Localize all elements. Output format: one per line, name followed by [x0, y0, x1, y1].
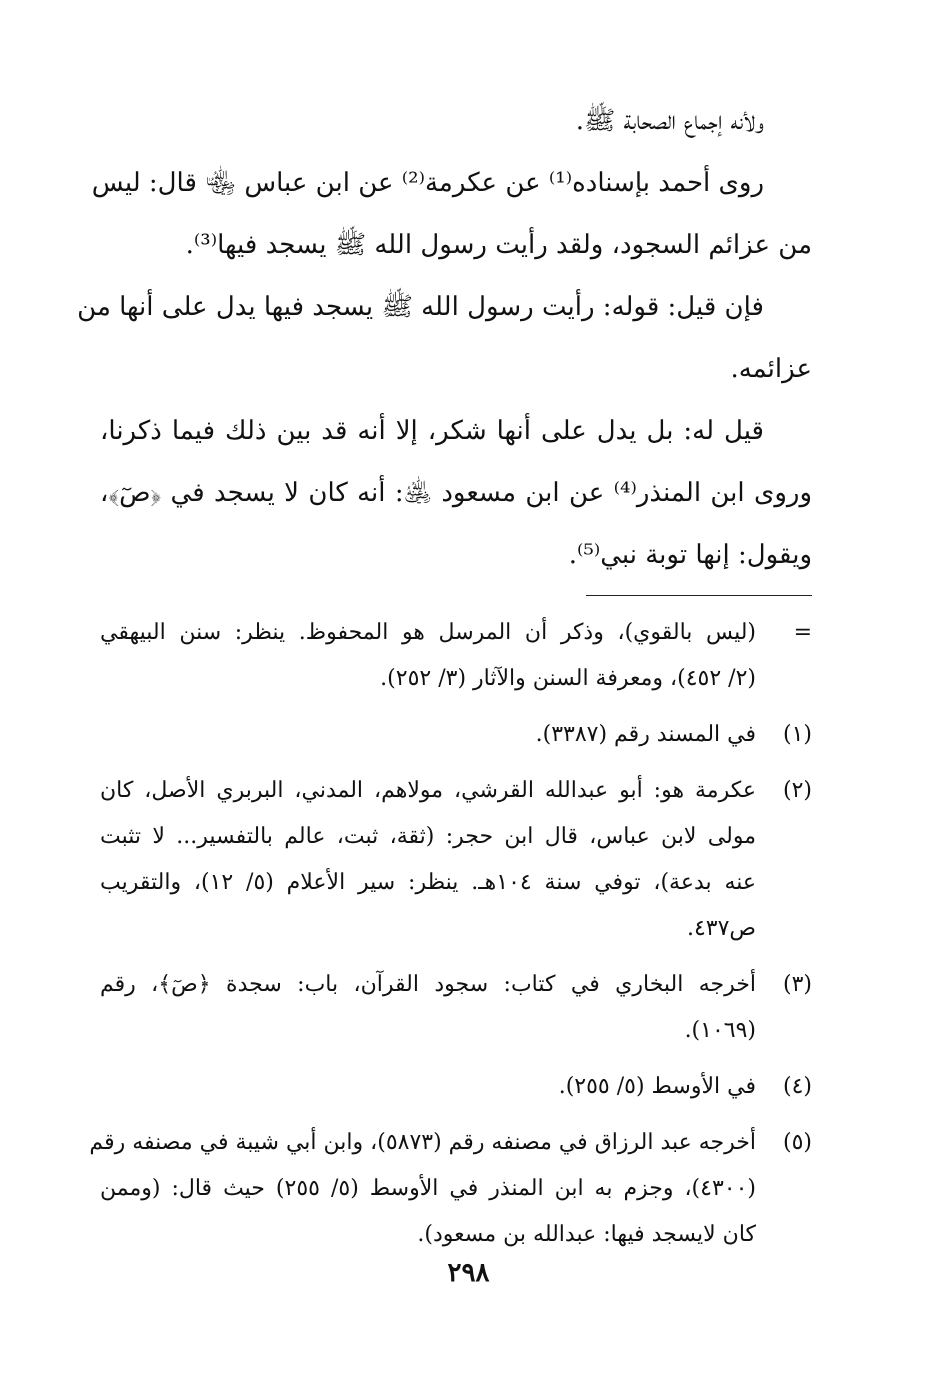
- text-line: روى أحمد بإسناده⁽¹⁾ عن عكرمة⁽²⁾ عن ابن عباس ﵄ قال: ليس: [91, 168, 764, 198]
- footnote-line: (٤٣٠٠)، وجزم به ابن المنذر في الأوسط (٥/ ٢٥٥) حيث قال: (وممن: [100, 1176, 757, 1201]
- text-line: قيل له: بل يدل على أنها شكر، إلا أنه قد بين ذلك فيما ذكرنا،: [100, 416, 764, 446]
- page-content: [77, 90, 812, 1247]
- footnote-5: [89, 1120, 812, 1258]
- footnote-marker: =: [793, 620, 812, 645]
- text-line: ويقول: إنها توبة نبي⁽⁵⁾.: [568, 540, 812, 570]
- text-line: من عزائم السجود، ولقد رأيت رسول الله ﷺ يسجد فيها⁽³⁾.: [185, 230, 812, 260]
- footnote-line: عكرمة هو: أبو عبدالله القرشي، مولاهم، المدني، البربري الأصل، كان: [100, 778, 756, 803]
- footnote-line: (٢/ ٤٥٢)، ومعرفة السنن والآثار (٣/ ٢٥٢).: [380, 666, 756, 691]
- footnote-line: في الأوسط (٥/ ٢٥٥).: [558, 1074, 756, 1099]
- footnote-line: في المسند رقم (٣٣٨٧).: [535, 722, 756, 747]
- paragraph-3: [77, 276, 812, 400]
- footnote-line: عنه بدعة)، توفي سنة ١٠٤هـ. ينظر: سير الأعلام (٥/ ١٢)، والتقريب: [100, 870, 757, 895]
- paragraph-4: [100, 400, 812, 586]
- footnote-number: (٤): [782, 1074, 812, 1099]
- paragraph-2: [91, 152, 812, 276]
- footnote-line: مولى لابن عباس، قال ابن حجر: (ثقة، ثبت، عالم بالتفسير... لا تثبت: [100, 824, 756, 849]
- footnote-1: [100, 712, 812, 758]
- text-line: ولأنه إجماع الصحابة ﷺ.: [575, 106, 764, 136]
- footnote-number: (٥): [782, 1130, 812, 1155]
- footnote-line: (١٠٦٩).: [684, 1018, 756, 1043]
- footnote-number: (٢): [782, 778, 812, 803]
- footnote-line: أخرجه عبد الرزاق في مصنفه رقم (٥٨٧٣)، وابن أبي شيبة في مصنفه رقم: [89, 1130, 756, 1155]
- footnote-line: (ليس بالقوي)، وذكر أن المرسل هو المحفوظ. ينظر: سنن البيهقي: [100, 620, 756, 645]
- footnote-3: [100, 962, 812, 1054]
- main-text: [77, 90, 812, 586]
- footnote-line: أخرجه البخاري في كتاب: سجود القرآن، باب: سجدة ﴿صٓ﴾، رقم: [100, 972, 756, 997]
- footnote-number: (٣): [782, 972, 812, 997]
- text-line: عزائمه.: [730, 354, 812, 384]
- paragraph-1: [100, 90, 812, 152]
- text-line: وروى ابن المنذر⁽⁴⁾ عن ابن مسعود ﵁: أنه كان لا يسجد في ﴿صٓ﴾،: [100, 478, 812, 508]
- page-number: ٢٩٨: [447, 1258, 490, 1288]
- footnote-line: ص٤٣٧.: [686, 916, 756, 941]
- footnote-number: (١): [782, 722, 812, 747]
- footnote-continued: [100, 610, 812, 702]
- footnote-2: [100, 768, 812, 952]
- footnotes: [89, 610, 812, 1268]
- footnote-line: كان لايسجد فيها: عبدالله بن مسعود).: [417, 1222, 756, 1247]
- text-line: فإن قيل: قوله: رأيت رسول الله ﷺ يسجد فيها يدل على أنها من: [77, 292, 764, 322]
- footnote-4: [100, 1064, 812, 1110]
